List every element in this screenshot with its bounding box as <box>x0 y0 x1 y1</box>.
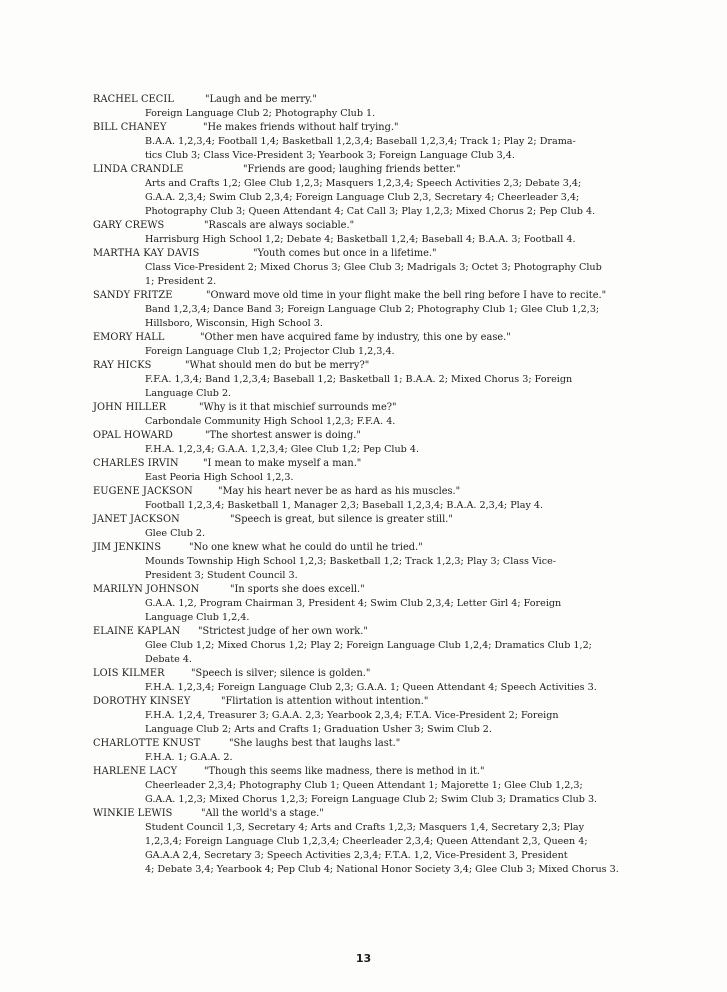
senior-quote: "No one knew what he could do until he tried." <box>189 542 423 553</box>
senior-quote: "Other men have acquired fame by industry, this one by ease." <box>200 332 511 343</box>
senior-entry <box>93 163 638 219</box>
senior-activities <box>145 345 638 359</box>
senior-entry <box>93 583 638 625</box>
activities-line: 1; President 2. <box>145 276 217 287</box>
activities-line: F.H.A. 1,2,4, Treasurer 3; G.A.A. 2,3; Yearbook 2,3,4; F.T.A. Vice-President 2; Foreign <box>145 710 559 721</box>
senior-name: EMORY HALL <box>93 332 165 343</box>
activities-line: Harrisburg High School 1,2; Debate 4; Basketball 1,2,4; Baseball 4; B.A.A. 3; Football 4. <box>145 234 576 245</box>
senior-quote: "I mean to make myself a man." <box>203 458 362 469</box>
senior-entry <box>93 765 638 807</box>
senior-entry <box>93 401 638 429</box>
senior-entry <box>93 93 638 121</box>
senior-entry <box>93 289 638 331</box>
senior-entry <box>93 737 638 765</box>
senior-quote: "In sports she does excell." <box>230 584 365 595</box>
activities-line: Language Club 2; Arts and Crafts 1; Graduation Usher 3; Swim Club 2. <box>145 724 492 735</box>
activities-line: Band 1,2,3,4; Dance Band 3; Foreign Language Club 2; Photography Club 1; Glee Club 1,2,3; <box>145 304 600 315</box>
senior-activities <box>145 233 638 247</box>
senior-name: WINKIE LEWIS <box>93 808 173 819</box>
activities-line: B.A.A. 1,2,3,4; Football 1,4; Basketball 1,2,3,4; Baseball 1,2,3,4; Track 1; Play 2; Drama- <box>145 136 576 147</box>
activities-line: Glee Club 2. <box>145 528 206 539</box>
senior-quote: "May his heart never be as hard as his muscles." <box>218 486 461 497</box>
senior-quote: "Speech is great, but silence is greater still." <box>230 514 453 525</box>
activities-line: Foreign Language Club 1,2; Projector Club 1,2,3,4. <box>145 346 395 357</box>
senior-quote: "Laugh and be merry." <box>205 94 317 105</box>
senior-entry <box>93 247 638 289</box>
senior-quote: "Onward move old time in your flight make the bell ring before I have to recite." <box>206 290 607 301</box>
activities-line: G.A.A. 1,2, Program Chairman 3, President 4; Swim Club 2,3,4; Letter Girl 4; Foreign <box>145 598 562 609</box>
activities-line: F.H.A. 1; G.A.A. 2. <box>145 752 233 763</box>
senior-name: JIM JENKINS <box>93 542 162 553</box>
senior-name: GARY CREWS <box>93 220 165 231</box>
activities-line: tics Club 3; Class Vice-President 3; Yearbook 3; Foreign Language Club 3,4. <box>145 150 515 161</box>
activities-line: Football 1,2,3,4; Basketball 1, Manager 2,3; Baseball 1,2,3,4; B.A.A. 2,3,4; Play 4. <box>145 500 544 511</box>
entry-header <box>93 765 638 779</box>
senior-quote: "Flirtation is attention without intention." <box>221 696 429 707</box>
senior-quote: "What should men do but be merry?" <box>185 360 370 371</box>
senior-name: SANDY FRITZE <box>93 290 173 301</box>
senior-entry <box>93 541 638 583</box>
senior-name: LINDA CRANDLE <box>93 164 184 175</box>
entry-header <box>93 121 638 135</box>
senior-activities <box>145 261 638 289</box>
activities-line: Language Club 1,2,4. <box>145 612 250 623</box>
senior-activities <box>145 639 638 667</box>
activities-line: Arts and Crafts 1,2; Glee Club 1,2,3; Masquers 1,2,3,4; Speech Activities 2,3; Debate 3,4; <box>145 178 582 189</box>
activities-line: Class Vice-President 2; Mixed Chorus 3; Glee Club 3; Madrigals 3; Octet 3; Photography Club <box>145 262 602 273</box>
senior-quote: "Why is it that mischief surrounds me?" <box>199 402 397 413</box>
senior-name: DOROTHY KINSEY <box>93 696 191 707</box>
senior-entry <box>93 331 638 359</box>
entry-header <box>93 625 638 639</box>
entry-header <box>93 513 638 527</box>
senior-activities <box>145 751 638 765</box>
activities-line: F.H.A. 1,2,3,4; Foreign Language Club 2,3; G.A.A. 1; Queen Attendant 4; Speech Activities 3. <box>145 682 597 693</box>
senior-activities <box>145 709 638 737</box>
senior-name: JOHN HILLER <box>93 402 167 413</box>
senior-activities <box>145 681 638 695</box>
senior-name: CHARLES IRVIN <box>93 458 179 469</box>
activities-line: 4; Debate 3,4; Yearbook 4; Pep Club 4; National Honor Society 3,4; Glee Club 3; Mixed Chorus 3. <box>145 864 619 875</box>
senior-activities <box>145 177 638 219</box>
senior-name: EUGENE JACKSON <box>93 486 193 497</box>
senior-activities <box>145 821 638 877</box>
entry-header <box>93 247 638 261</box>
senior-quote: "All the world's a stage." <box>201 808 324 819</box>
entry-header <box>93 401 638 415</box>
senior-list <box>93 93 638 877</box>
senior-entry <box>93 485 638 513</box>
activities-line: Photography Club 3; Queen Attendant 4; Cat Call 3; Play 1,2,3; Mixed Chorus 2; Pep Club 4. <box>145 206 596 217</box>
senior-name: RAY HICKS <box>93 360 152 371</box>
senior-quote: "He makes friends without half trying." <box>203 122 399 133</box>
senior-entry <box>93 429 638 457</box>
senior-entry <box>93 667 638 695</box>
activities-line: Language Club 2. <box>145 388 232 399</box>
activities-line: G.A.A. 1,2,3; Mixed Chorus 1,2,3; Foreign Language Club 2; Swim Club 3; Dramatics Club 3. <box>145 794 598 805</box>
entry-header <box>93 359 638 373</box>
entry-header <box>93 485 638 499</box>
activities-line: Debate 4. <box>145 654 192 665</box>
activities-line: F.F.A. 1,3,4; Band 1,2,3,4; Baseball 1,2; Basketball 1; B.A.A. 2; Mixed Chorus 3; Foreign <box>145 374 573 385</box>
activities-line: Carbondale Community High School 1,2,3; F.F.A. 4. <box>145 416 396 427</box>
entry-header <box>93 331 638 345</box>
entry-header <box>93 807 638 821</box>
activities-line: G.A.A. 2,3,4; Swim Club 2,3,4; Foreign Language Club 2,3, Secretary 4; Cheerleader 3,4; <box>145 192 580 203</box>
entry-header <box>93 163 638 177</box>
senior-name: ELAINE KAPLAN <box>93 626 181 637</box>
activities-line: F.H.A. 1,2,3,4; G.A.A. 1,2,3,4; Glee Club 1,2; Pep Club 4. <box>145 444 420 455</box>
senior-entry <box>93 513 638 541</box>
activities-line: East Peoria High School 1,2,3. <box>145 472 294 483</box>
senior-entry <box>93 807 638 877</box>
senior-quote: "Strictest judge of her own work." <box>198 626 368 637</box>
senior-entry <box>93 625 638 667</box>
senior-quote: "Though this seems like madness, there is method in it." <box>204 766 485 777</box>
senior-activities <box>145 373 638 401</box>
activities-line: Mounds Township High School 1,2,3; Basketball 1,2; Track 1,2,3; Play 3; Class Vice- <box>145 556 557 567</box>
senior-quote: "Speech is silver; silence is golden." <box>191 668 371 679</box>
senior-entry <box>93 457 638 485</box>
entry-header <box>93 457 638 471</box>
senior-activities <box>145 555 638 583</box>
senior-activities <box>145 527 638 541</box>
senior-quote: "Youth comes but once in a lifetime." <box>253 248 437 259</box>
senior-name: MARTHA KAY DAVIS <box>93 248 200 259</box>
senior-name: HARLENE LACY <box>93 766 178 777</box>
activities-line: Hillsboro, Wisconsin, High School 3. <box>145 318 323 329</box>
entry-header <box>93 429 638 443</box>
senior-quote: "She laughs best that laughs last." <box>229 738 401 749</box>
entry-header <box>93 93 638 107</box>
entry-header <box>93 583 638 597</box>
senior-quote: "Friends are good; laughing friends better." <box>243 164 461 175</box>
senior-entry <box>93 219 638 247</box>
senior-quote: "The shortest answer is doing." <box>205 430 361 441</box>
senior-name: BILL CHANEY <box>93 122 167 133</box>
senior-quote: "Rascals are always sociable." <box>204 220 355 231</box>
senior-entry <box>93 121 638 163</box>
activities-line: Student Council 1,3, Secretary 4; Arts and Crafts 1,2,3; Masquers 1,4, Secretary 2,3; Play <box>145 822 585 833</box>
senior-name: LOIS KILMER <box>93 668 165 679</box>
senior-name: RACHEL CECIL <box>93 94 174 105</box>
activities-line: Foreign Language Club 2; Photography Club 1. <box>145 108 376 119</box>
senior-name: OPAL HOWARD <box>93 430 173 441</box>
senior-name: MARILYN JOHNSON <box>93 584 200 595</box>
senior-activities <box>145 597 638 625</box>
entry-header <box>93 667 638 681</box>
activities-line: Cheerleader 2,3,4; Photography Club 1; Queen Attendant 1; Majorette 1; Glee Club 1,2,3; <box>145 780 583 791</box>
entry-header <box>93 541 638 555</box>
senior-name: JANET JACKSON <box>93 514 180 525</box>
senior-activities <box>145 415 638 429</box>
senior-activities <box>145 443 638 457</box>
senior-entry <box>93 695 638 737</box>
activities-line: 1,2,3,4; Foreign Language Club 1,2,3,4; Cheerleader 2,3,4; Queen Attendant 2,3, Queen 4; <box>145 836 588 847</box>
activities-line: Glee Club 1,2; Mixed Chorus 1,2; Play 2; Foreign Language Club 1,2,4; Dramatics Club 1,2; <box>145 640 592 651</box>
entry-header <box>93 219 638 233</box>
senior-activities <box>145 107 638 121</box>
senior-activities <box>145 303 638 331</box>
entry-header <box>93 289 638 303</box>
senior-name: CHARLOTTE KNUST <box>93 738 201 749</box>
page-number: 13 <box>355 952 372 965</box>
activities-line: GA.A.A 2,4, Secretary 3; Speech Activities 2,3,4; F.T.A. 1,2, Vice-President 3, President <box>145 850 568 861</box>
entry-header <box>93 737 638 751</box>
senior-activities <box>145 499 638 513</box>
senior-activities <box>145 135 638 163</box>
entry-header <box>93 695 638 709</box>
senior-entry <box>93 359 638 401</box>
senior-activities <box>145 471 638 485</box>
senior-activities <box>145 779 638 807</box>
activities-line: President 3; Student Council 3. <box>145 570 298 581</box>
